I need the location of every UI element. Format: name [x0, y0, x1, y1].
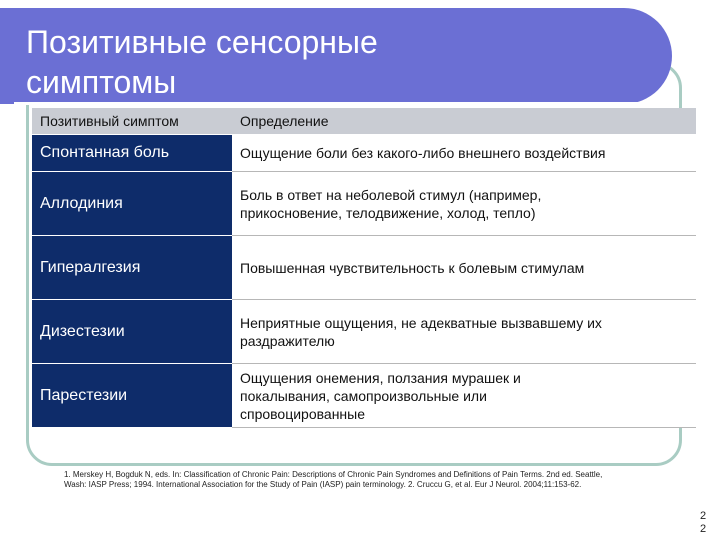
- symptoms-table: [32, 108, 696, 428]
- header-definition: Определение: [232, 108, 696, 135]
- table-header-row: [32, 108, 696, 135]
- symptom-cell: Дизестезии: [32, 300, 232, 364]
- definition-cell: [232, 236, 696, 300]
- table-row: [32, 364, 696, 428]
- page-number: 2 2: [700, 510, 707, 535]
- definition-text: Неприятные ощущения, не адекватные вызвавшему их раздражителю: [240, 314, 602, 349]
- references-footnote: 1. Merskey H, Bogduk N, eds. In: Classification of Chronic Pain: Descriptions of Chronic Pain Syndromes and Definitions of Pain Terms. 2nd ed. Seattle, Wash: IASP Press; 1994. International Association for the Study of Pain (IASP) pain terminology. 2. Cruccu G, et al. Eur J Neurol. 2004;11:153-62.: [64, 470, 603, 489]
- table-row: [32, 172, 696, 236]
- definition-text: Боль в ответ на неболевой стимул (например, прикосновение, телодвижение, холод, тепло): [240, 186, 542, 221]
- definition-cell: [232, 364, 696, 428]
- table-row: [32, 135, 696, 172]
- symptom-cell: Спонтанная боль: [32, 135, 232, 172]
- definition-cell: [232, 300, 696, 364]
- title-banner: [0, 8, 672, 104]
- definition-text: Ощущения онемения, ползания мурашек и покалывания, самопроизвольные или спровоцированные: [240, 369, 521, 422]
- definition-text: Повышенная чувствительность к болевым стимулам: [240, 259, 585, 276]
- slide-title: Позитивные сенсорные симптомы: [26, 24, 378, 100]
- definition-cell: [232, 135, 696, 172]
- symptom-cell: Парестезии: [32, 364, 232, 428]
- title-underline: [14, 102, 640, 105]
- table-row: [32, 300, 696, 364]
- symptom-cell: Гипералгезия: [32, 236, 232, 300]
- header-symptom: Позитивный симптом: [32, 108, 232, 135]
- definition-cell: [232, 172, 696, 236]
- symptom-cell: Аллодиния: [32, 172, 232, 236]
- table-row: [32, 236, 696, 300]
- definition-text: Ощущение боли без какого-либо внешнего воздействия: [240, 145, 606, 161]
